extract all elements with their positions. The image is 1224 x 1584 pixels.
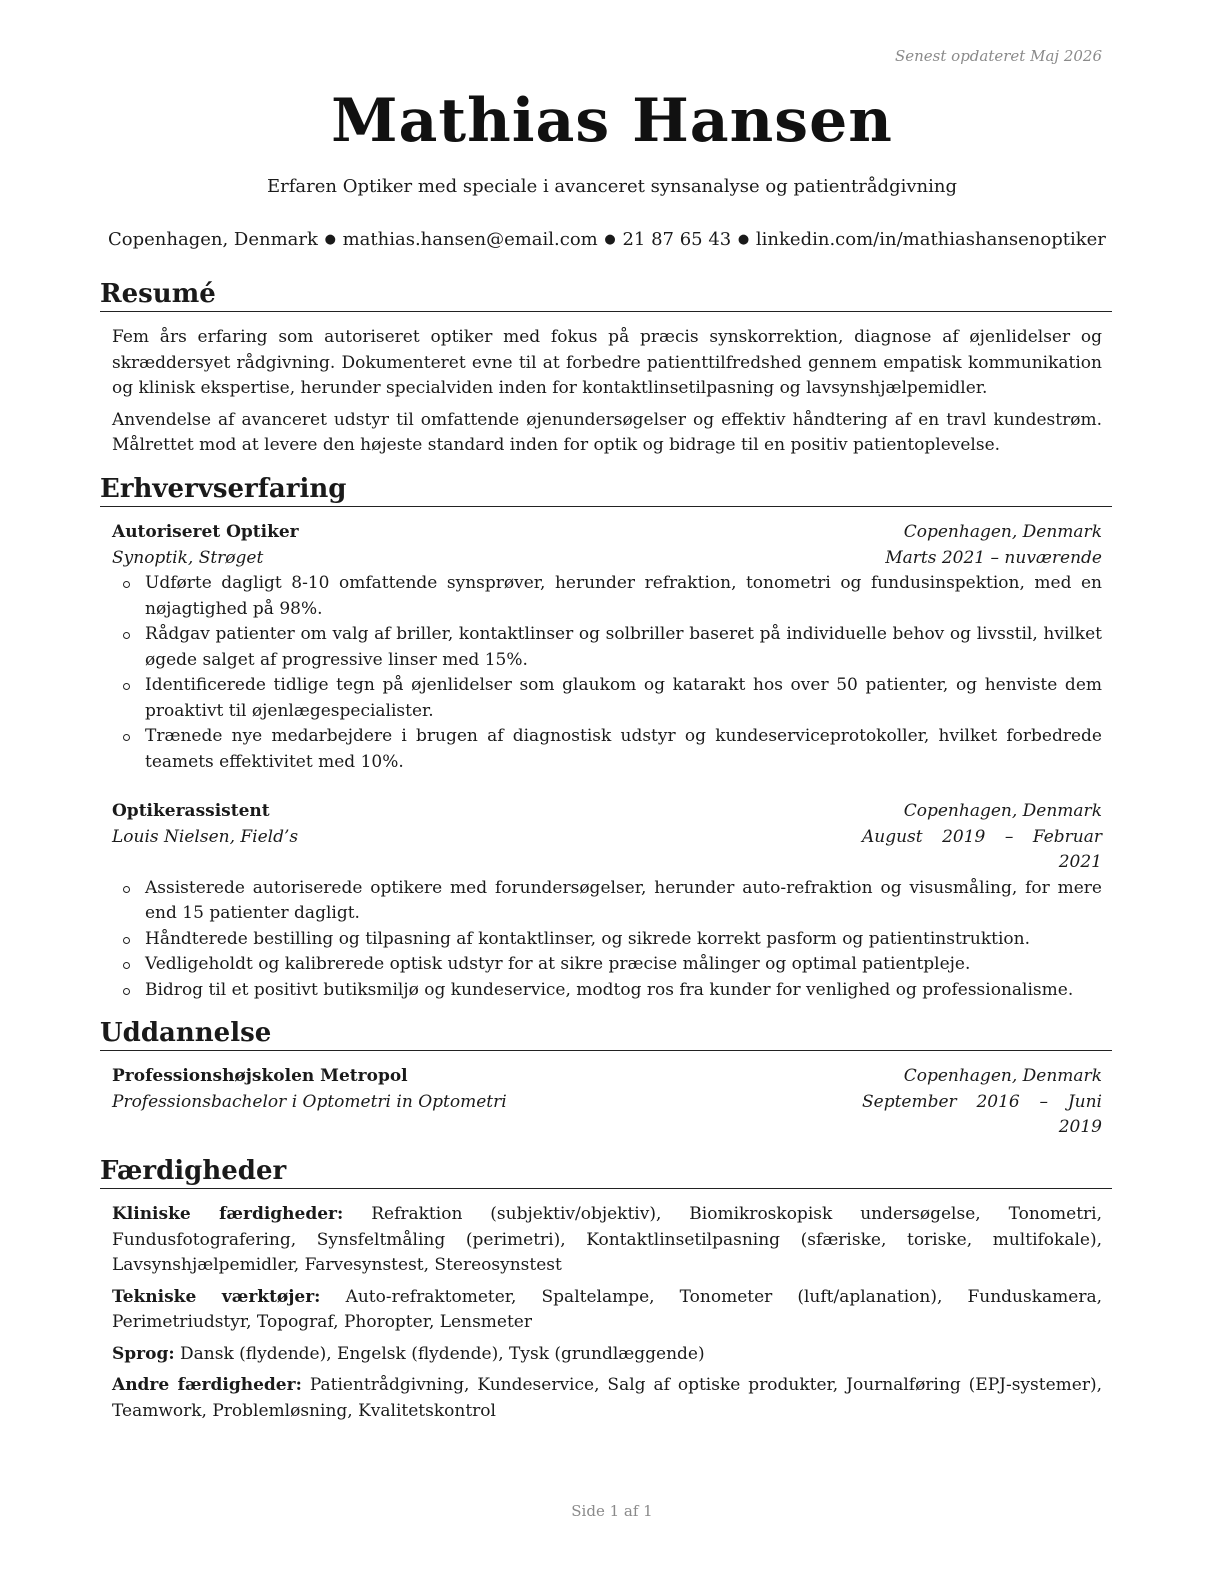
school-name: Professionshøjskolen Metropol [112,1066,408,1086]
separator-dot: ● [737,232,750,247]
page-number: Side 1 af 1 [571,1502,653,1520]
skill-text: Dansk (flydende), Engelsk (flydende), Tysk (grundlæggende) [180,1343,705,1364]
separator-dot: ● [324,232,336,247]
last-updated: Senest opdateret Maj 2026 [894,47,1102,65]
skill-group [112,1202,1102,1279]
list-item: Bidrog til et positivt butiksmiljø og kundeservice, modtog ros fra kunder for venlighed og professionalisme. [112,978,1102,1004]
contact-phone: 21 87 65 43 [622,229,732,250]
section-title: Færdigheder [100,1155,1112,1189]
skill-label: Tekniske værktøjer: [112,1286,321,1307]
job-role: Optikerassistent [112,801,270,821]
job-location: Copenhagen, Denmark [903,801,1102,821]
skill-text: Patientrådgivning, Kundeservice, Salg af optiske produkter, Journalføring (EPJ-systemer), Teamwork, Problemløsning, Kvalitetskontrol [112,1375,1102,1421]
skill-label: Andre færdigheder: [112,1375,302,1395]
contact-email[interactable]: mathias.hansen@email.com [342,229,598,250]
list-item: Trænede nye medarbejdere i brugen af diagnostisk udstyr og kundeserviceprotokoller, hvilket forbedrede teamets effektivitet med 10%. [112,724,1102,775]
skill-group [112,1373,1102,1424]
list-item: Identificerede tidlige tegn på øjenlidelser som glaukom og katarakt hos over 50 patienter, og henviste dem proaktivt til øjenlægespecialister. [112,673,1102,724]
school-location: Copenhagen, Denmark [903,1066,1102,1086]
job-role: Autoriseret Optiker [112,522,299,542]
skill-text: Refraktion (subjektiv/objektiv), Biomikroskopisk undersøgelse, Tonometri, Fundusfotografering, Synsfeltmåling (perimetri), Kontaktlinsetilpasning (sfæriske, toriske, multifokale), Lavsynshjælpemidler, Farvesynstest, Stereosynstest [112,1204,1103,1275]
skill-group [112,1342,1102,1368]
job-company: Louis Nielsen, Field’s [112,826,299,847]
section-title: Uddannelse [100,1017,1112,1051]
education-dates: September 2016 – Juni 2019 [862,1091,1102,1137]
list-item: Håndterede bestilling og tilpasning af kontaktlinser, og sikrede korrekt pasform og patientinstruktion. [112,927,1102,953]
skill-label: Kliniske færdigheder: [112,1204,344,1224]
skills-section [100,1155,1112,1424]
education-section [100,1017,1112,1141]
person-name: Mathias Hansen [331,86,893,156]
list-item: Assisterede autoriserede optikere med forundersøgelser, herunder auto-refraktion og visusmåling, for mere end 15 patienter dagligt. [112,876,1102,927]
section-title: Erhvervserfaring [100,473,1112,507]
list-item: Vedligeholdt og kalibrerede optisk udstyr for at sikre præcise målinger og optimal patientpleje. [112,952,1102,978]
summary-section [100,278,1112,459]
job-location: Copenhagen, Denmark [903,522,1102,542]
job-entry [112,520,1102,775]
job-dates: Marts 2021 – nuværende [885,547,1102,568]
job-company: Synoptik, Strøget [112,547,264,568]
skill-text: Auto-refraktometer, Spaltelampe, Tonometer (luft/aplanation), Funduskamera, Perimetriudstyr, Topograf, Phoropter, Lensmeter [112,1286,1103,1332]
contact-location: Copenhagen, Denmark [108,229,318,250]
contact-linkedin[interactable]: linkedin.com/in/mathiashansenoptiker [755,229,1106,250]
list-item: Rådgav patienter om valg af briller, kontaktlinser og solbriller baseret på individuelle behov og livsstil, hvilket øgede salget af progressive linser med 15%. [112,622,1102,673]
separator-dot: ● [604,232,616,247]
skill-group [112,1285,1102,1336]
list-item: Udførte dagligt 8-10 omfattende synsprøver, herunder refraktion, tonometri og fundusinspektion, med en nøjagtighed på 98%. [112,571,1102,622]
summary-paragraph: Fem års erfaring som autoriseret optiker med fokus på præcis synskorrektion, diagnose af øjenlidelser og skræddersyet rådgivning. Dokumenteret evne til at forbedre patienttilfredshed gennem empatisk kommunikation og klinisk ekspertise, herunder specialviden inden for kontaktlinsetilpasning og lavsynshjælpemidler. [112,327,1102,398]
contact-line [108,229,1106,250]
job-entry [112,799,1102,1003]
degree-name: Professionsbachelor i Optometri in Optometri [112,1091,507,1112]
section-title: Resumé [100,278,1112,312]
experience-section [100,473,1112,1003]
skill-label: Sprog: [112,1343,175,1364]
summary-paragraph: Anvendelse af avanceret udstyr til omfattende øjenundersøgelser og effektiv håndtering af en travl kundestrøm. Målrettet mod at levere den højeste standard inden for optik og bidrage til en positiv patientoplevelse. [112,409,1102,455]
tagline: Erfaren Optiker med speciale i avanceret synsanalyse og patientrådgivning [267,176,957,197]
job-dates: August 2019 – Februar 2021 [862,826,1102,872]
